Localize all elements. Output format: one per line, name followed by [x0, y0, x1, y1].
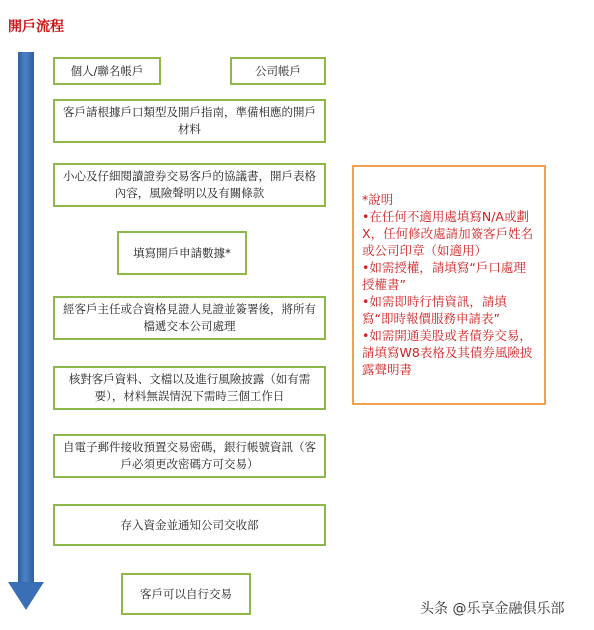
process-flow-arrow — [8, 52, 44, 612]
page-title: 開戶流程 — [8, 19, 64, 35]
step-fill-application — [117, 231, 247, 275]
step-deposit-funds — [53, 504, 326, 546]
step-verify-documents — [53, 366, 326, 410]
step-receive-password-label: 自電子郵件接收預置交易密碼，銀行帳號資訊（客戶必須更改密碼方可交易） — [63, 440, 316, 471]
step-prepare-materials-label: 客戶請根據戶口類型及開戶指南，準備相應的開戶材料 — [63, 105, 316, 136]
step-individual-account-label: 個人/聯名帳戶 — [70, 63, 144, 78]
notes-heading: *說明 — [362, 192, 394, 207]
step-company-account — [230, 57, 326, 85]
step-deposit-funds-label: 存入資金並通知公司交收部 — [120, 517, 259, 532]
note-item: •如需開通美股或者債券交易，請填寫W8表格及其債券風險披露聲明書 — [362, 328, 533, 377]
note-item: •在任何不適用處填寫N/A或劃X，任何修改處請加簽客戶姓名或公司印章（如適用） — [362, 209, 534, 258]
step-start-trading — [121, 573, 251, 615]
step-verify-documents-label: 核對客戶資料、文檔以及進行風險披露（如有需要），材料無誤情況下需時三個工作日 — [68, 372, 311, 403]
step-fill-application-label: 填寫開戶申請數據* — [133, 245, 231, 260]
notes-box — [352, 165, 546, 405]
step-start-trading-label: 客戶可以自行交易 — [140, 586, 232, 601]
watermark: 头条 @乐享金融俱乐部 — [420, 601, 565, 617]
step-read-agreement — [53, 163, 326, 207]
step-witness-submit — [53, 296, 326, 340]
note-item: •如需即時行情資訊，請填寫“即時報價服務申請表” — [362, 294, 507, 326]
step-individual-account — [53, 57, 161, 85]
step-receive-password — [53, 434, 326, 478]
step-witness-submit-label: 經客戶主任或合資格見證人見證並簽署後，將所有檔遞交本公司處理 — [63, 302, 316, 333]
step-prepare-materials — [53, 99, 326, 143]
step-read-agreement-label: 小心及仔細閱讀證券交易客戶的協議書，開戶表格內容，風險聲明以及有關條款 — [63, 169, 316, 200]
note-item: •如需授權，請填寫“戶口處理授權書” — [362, 260, 526, 292]
step-company-account-label: 公司帳戶 — [255, 63, 301, 78]
